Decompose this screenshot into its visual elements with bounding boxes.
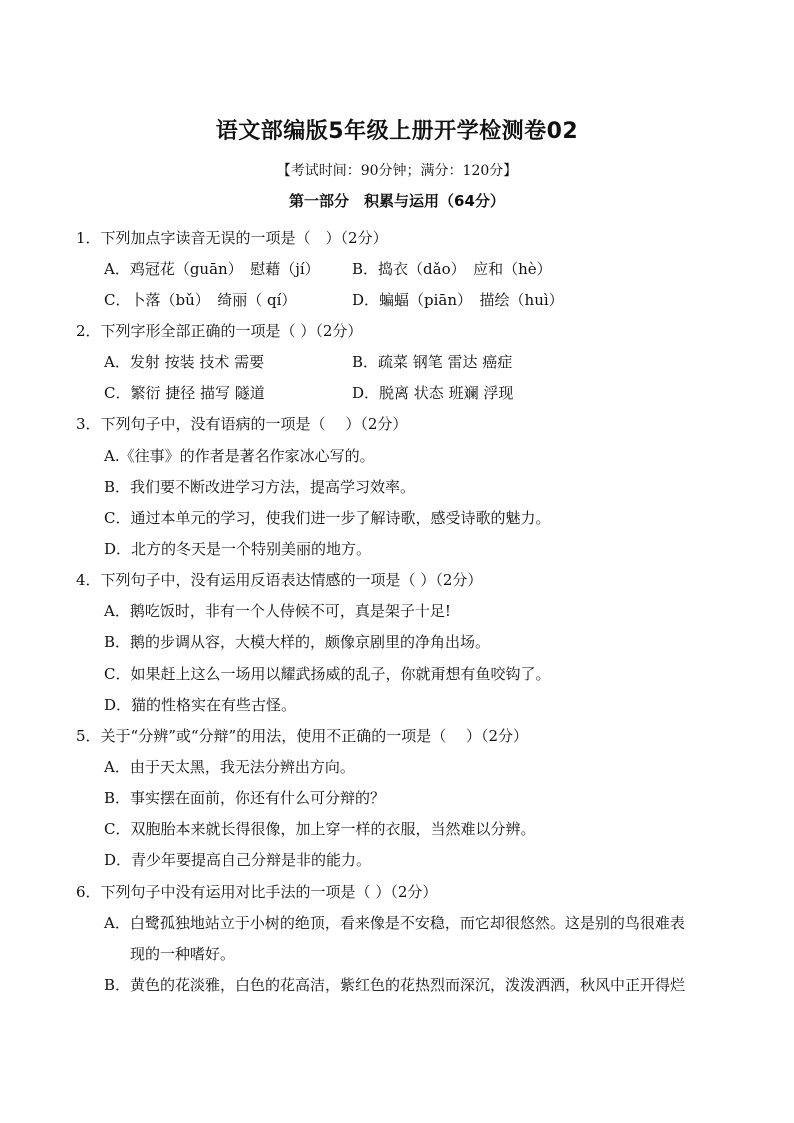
question-3-option-b: B．我们要不断改进学习方法，提高学习效率。 <box>104 478 416 496</box>
question-6-option-a-continued: 现的一种嗜好。 <box>130 945 236 963</box>
section-title: 第一部分 积累与运用（64分） <box>289 192 505 210</box>
question-1-option-d: D．蝙蝠（piān） 描绘（huì） <box>352 291 564 309</box>
question-1-option-b: B．捣衣（dǎo） 应和（hè） <box>352 260 552 278</box>
question-4-stem: 4．下列句子中，没有运用反语表达情感的一项是（ ）（2分） <box>76 571 483 589</box>
page-title: 语文部编版5年级上册开学检测卷02 <box>215 119 579 144</box>
question-3-option-c: C．通过本单元的学习，使我们进一步了解诗歌，感受诗歌的魅力。 <box>104 509 551 527</box>
question-4-option-d: D．猫的性格实在有些古怪。 <box>104 696 297 714</box>
question-5-option-c: C．双胞胎本来就长得很像，加上穿一样的衣服，当然难以分辨。 <box>104 820 536 838</box>
question-1-option-a: A．鸡冠花（guān） 慰藉（jí） <box>104 260 320 278</box>
question-3-option-d: D．北方的冬天是一个特别美丽的地方。 <box>104 540 372 558</box>
question-4-option-c: C．如果赶上这么一场用以耀武扬威的乱子，你就甭想有鱼咬钩了。 <box>104 665 551 683</box>
question-2-option-c: C．繁衍 捷径 描写 隧道 <box>104 384 265 402</box>
question-6-stem: 6．下列句子中没有运用对比手法的一项是（ ）（2分） <box>76 883 438 901</box>
question-5-option-d: D．青少年要提高自己分辩是非的能力。 <box>104 851 372 869</box>
question-5-option-a: A．由于天太黑，我无法分辨出方向。 <box>104 758 355 776</box>
question-5-stem: 5．关于“分辨”或“分辩”的用法，使用不正确的一项是（ ）（2分） <box>76 727 529 745</box>
question-5-option-b: B．事实摆在面前，你还有什么可分辩的？ <box>104 789 386 807</box>
question-2-option-a: A．发射 按装 技术 需要 <box>104 353 265 371</box>
question-1-stem: 1．下列加点字读音无误的一项是（ ）（2分） <box>76 229 388 247</box>
question-4-option-b: B．鹅的步调从容，大模大样的，颇像京剧里的净角出场。 <box>104 633 491 651</box>
question-1-option-c: C．卜落（bǔ） 绮丽（ qí） <box>104 291 297 309</box>
question-6-option-a: A．白鹭孤独地站立于小树的绝顶，看来像是不安稳，而它却很悠然。这是别的鸟很难表 <box>104 914 685 932</box>
question-4-option-a: A．鹅吃饭时，非有一个人侍候不可，真是架子十足! <box>104 602 451 620</box>
question-3-option-a: A.《往事》的作者是著名作家冰心写的。 <box>104 447 375 465</box>
question-3-stem: 3．下列句子中，没有语病的一项是（ ）（2分） <box>76 415 408 433</box>
exam-info: 【考试时间：90分钟；满分：120分】 <box>276 163 518 179</box>
question-2-option-b: B．疏菜 钢笔 雷达 癌症 <box>352 353 513 371</box>
question-2-stem: 2．下列字形全部正确的一项是（ ）（2分） <box>76 322 363 340</box>
question-2-option-d: D．脱离 状态 班斓 浮现 <box>352 384 514 402</box>
question-6-option-b: B．黄色的花淡雅，白色的花高洁，紫红色的花热烈而深沉，泼泼洒洒，秋风中正开得烂 <box>104 976 686 994</box>
